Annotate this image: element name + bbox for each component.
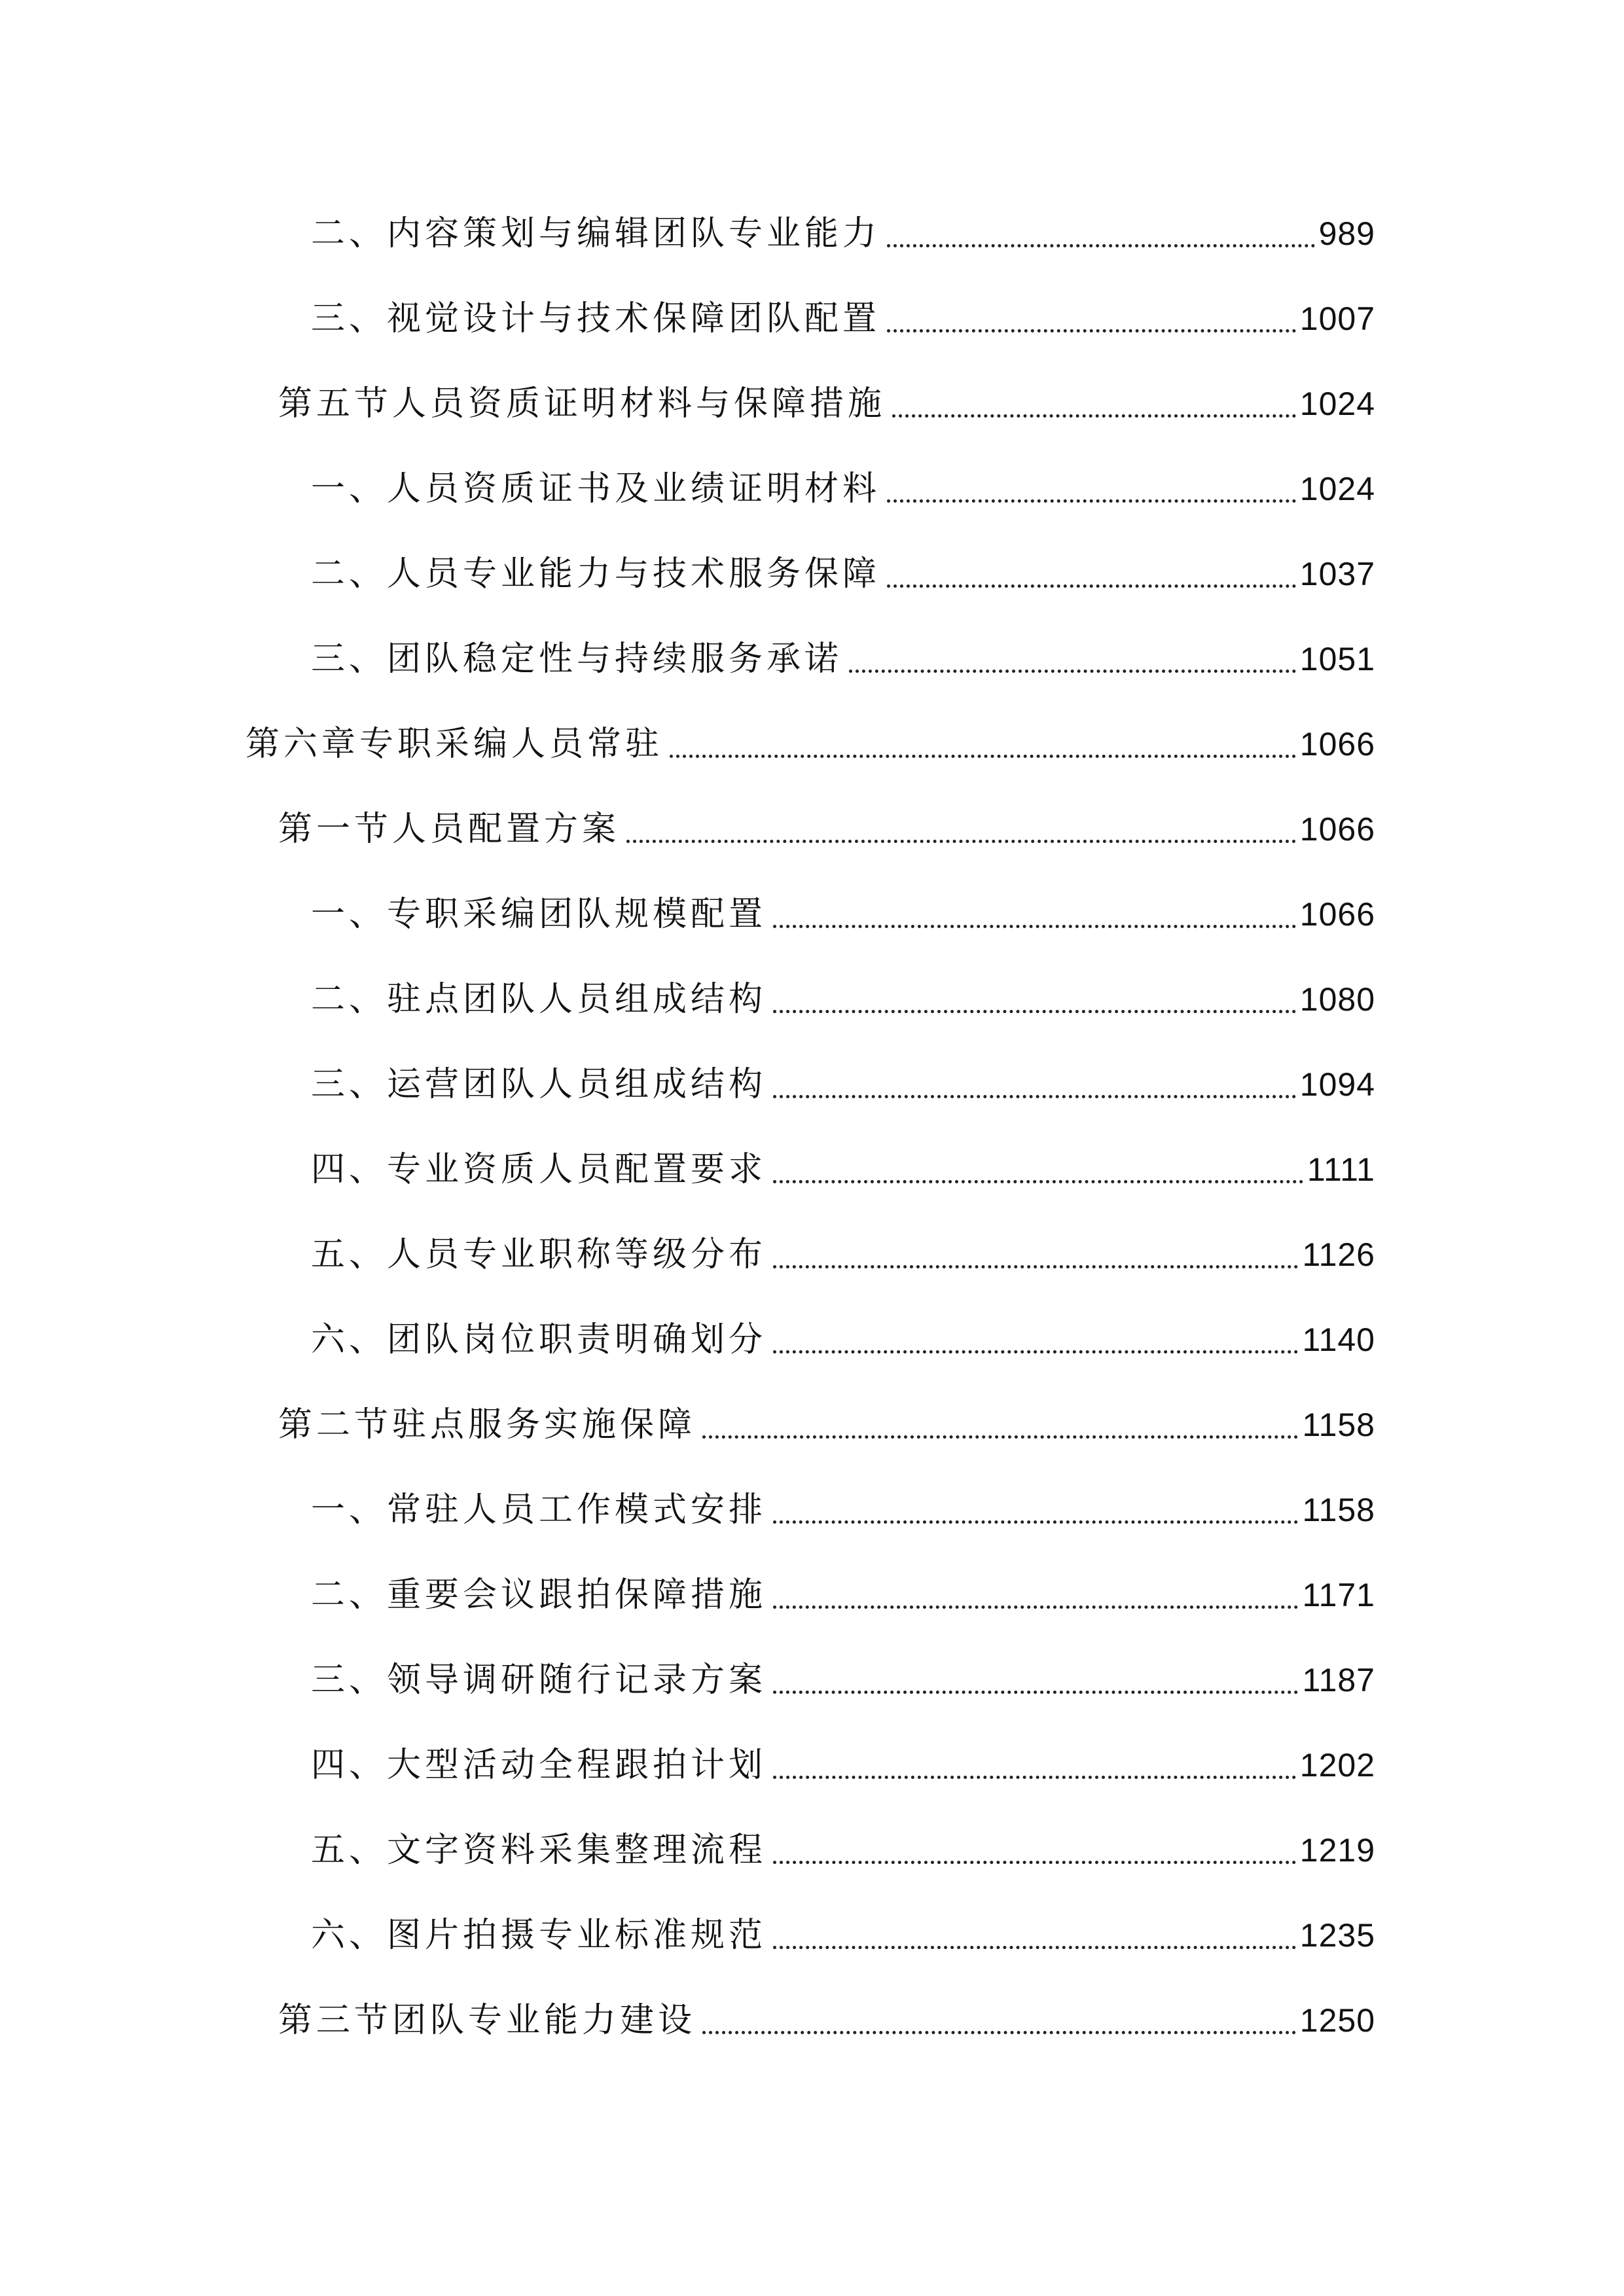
dot-leader xyxy=(887,499,1296,503)
toc-entry-title: 第一节人员配置方案 xyxy=(278,810,621,849)
toc-entry-page: 1024 xyxy=(1299,471,1375,507)
toc-entry[interactable] xyxy=(311,1736,1375,1795)
toc-entry-title: 五、人员专业职称等级分布 xyxy=(311,1235,767,1274)
toc-entry-page: 989 xyxy=(1318,215,1375,252)
dot-leader xyxy=(892,414,1296,418)
toc-entry[interactable] xyxy=(278,1395,1375,1454)
toc-entry-page: 1024 xyxy=(1299,386,1375,422)
toc-entry-page: 1080 xyxy=(1299,981,1375,1018)
toc-entry-title: 第五节人员资质证明材料与保障措施 xyxy=(278,384,886,423)
dot-leader xyxy=(887,329,1296,332)
dot-leader xyxy=(773,1350,1298,1354)
toc-entry-title: 三、团队稳定性与持续服务承诺 xyxy=(311,639,843,679)
toc-entry[interactable] xyxy=(311,1310,1375,1369)
dot-leader xyxy=(773,1265,1298,1268)
dot-leader xyxy=(773,1861,1296,1864)
toc-entry-title: 六、图片拍摄专业标准规范 xyxy=(311,1916,767,1955)
toc-entry[interactable] xyxy=(311,545,1375,603)
toc-entry[interactable] xyxy=(311,1225,1375,1284)
toc-entry-title: 一、专职采编团队规模配置 xyxy=(311,895,767,934)
toc-entry-page: 1126 xyxy=(1302,1236,1375,1273)
toc-entry-title: 三、领导调研随行记录方案 xyxy=(311,1660,767,1700)
toc-entry-page: 1158 xyxy=(1302,1492,1375,1528)
dot-leader xyxy=(773,1010,1296,1013)
toc-entry[interactable] xyxy=(311,1140,1375,1199)
dot-leader xyxy=(773,925,1296,928)
toc-entry-title: 二、驻点团队人员组成结构 xyxy=(311,980,767,1019)
toc-entry-page: 1158 xyxy=(1302,1407,1375,1443)
toc-entry[interactable] xyxy=(311,1055,1375,1114)
dot-leader xyxy=(773,1180,1303,1183)
toc-entry[interactable] xyxy=(311,1821,1375,1880)
toc-entry-page: 1111 xyxy=(1307,1151,1375,1188)
toc-entry-title: 二、人员专业能力与技术服务保障 xyxy=(311,554,881,594)
toc-entry-title: 一、常驻人员工作模式安排 xyxy=(311,1490,767,1530)
dot-leader xyxy=(626,840,1296,843)
dot-leader xyxy=(773,1605,1298,1609)
toc-entry-page: 1051 xyxy=(1299,641,1375,677)
dot-leader xyxy=(702,1435,1298,1439)
toc-entry-page: 1007 xyxy=(1299,300,1375,337)
toc-entry[interactable] xyxy=(278,800,1375,859)
toc-entry[interactable] xyxy=(311,289,1375,348)
toc-entry-title: 六、团队岗位职责明确划分 xyxy=(311,1320,767,1359)
toc-entry-title: 五、文字资料采集整理流程 xyxy=(311,1831,767,1870)
toc-entry-title: 第六章专职采编人员常驻 xyxy=(245,725,664,764)
toc-entry-page: 1235 xyxy=(1299,1917,1375,1954)
toc-entry-page: 1066 xyxy=(1299,896,1375,933)
toc-entry[interactable] xyxy=(245,715,1375,774)
toc-entry-title: 三、视觉设计与技术保障团队配置 xyxy=(311,299,881,338)
toc-entry[interactable] xyxy=(311,970,1375,1029)
toc-entry[interactable] xyxy=(311,1906,1375,1965)
dot-leader xyxy=(887,244,1315,247)
dot-leader xyxy=(773,1095,1296,1098)
toc-entry-title: 第三节团队专业能力建设 xyxy=(278,2001,696,2040)
toc-entry[interactable] xyxy=(311,1566,1375,1624)
dot-leader xyxy=(702,2031,1296,2034)
toc-entry-title: 四、大型活动全程跟拍计划 xyxy=(311,1746,767,1785)
toc-entry-page: 1202 xyxy=(1299,1747,1375,1784)
toc-entry-page: 1037 xyxy=(1299,556,1375,592)
toc-entry-page: 1140 xyxy=(1302,1321,1375,1358)
toc-entry-page: 1094 xyxy=(1299,1066,1375,1103)
toc-entry[interactable] xyxy=(311,459,1375,518)
toc-entry[interactable] xyxy=(311,885,1375,944)
toc-entry-title: 二、内容策划与编辑团队专业能力 xyxy=(311,214,881,253)
dot-leader xyxy=(773,1946,1296,1949)
toc-entry-title: 二、重要会议跟拍保障措施 xyxy=(311,1575,767,1615)
toc-entry[interactable] xyxy=(278,374,1375,433)
toc-entry[interactable] xyxy=(311,1480,1375,1539)
toc-entry-page: 1187 xyxy=(1302,1662,1375,1698)
toc-entry-page: 1171 xyxy=(1302,1577,1375,1613)
toc-entry-title: 第二节驻点服务实施保障 xyxy=(278,1405,696,1444)
toc-entry-title: 四、专业资质人员配置要求 xyxy=(311,1150,767,1189)
toc-entry-page: 1219 xyxy=(1299,1832,1375,1869)
dot-leader xyxy=(773,1691,1298,1694)
dot-leader xyxy=(849,670,1296,673)
dot-leader xyxy=(773,1776,1296,1779)
dot-leader xyxy=(887,584,1296,588)
toc-entry-title: 一、人员资质证书及业绩证明材料 xyxy=(311,469,881,509)
dot-leader xyxy=(773,1520,1298,1524)
toc-entry-title: 三、运营团队人员组成结构 xyxy=(311,1065,767,1104)
toc-entry[interactable] xyxy=(311,630,1375,689)
toc-entry[interactable] xyxy=(311,204,1375,263)
toc-entry-page: 1066 xyxy=(1299,726,1375,762)
toc-entry-page: 1066 xyxy=(1299,811,1375,848)
toc-entry[interactable] xyxy=(311,1651,1375,1710)
dot-leader xyxy=(670,755,1296,758)
toc-entry-page: 1250 xyxy=(1299,2002,1375,2039)
toc-entry[interactable] xyxy=(278,1991,1375,2050)
